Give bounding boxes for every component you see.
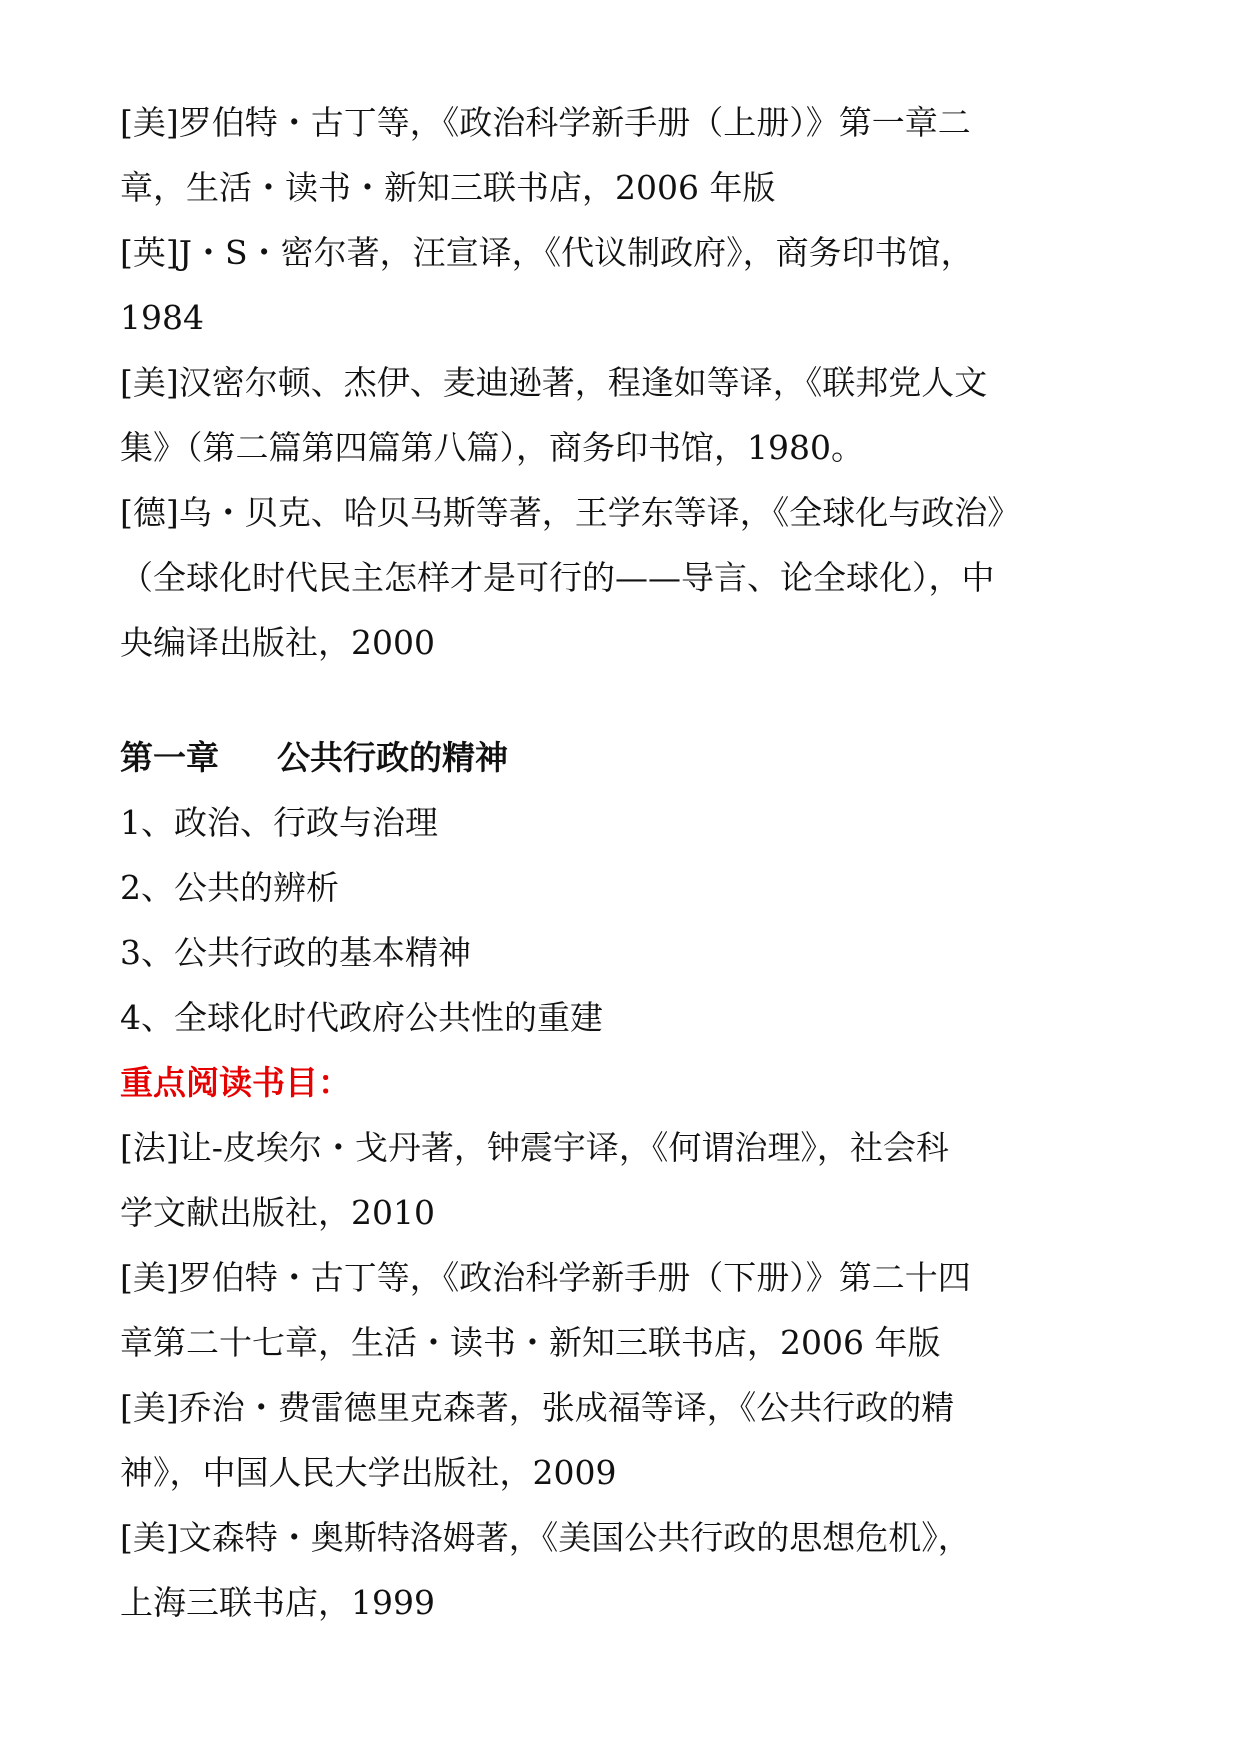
reference-entry [120, 1245, 1130, 1375]
reference-line: [德]乌・贝克、哈贝马斯等著，王学东等译，《全球化与政治》 [120, 493, 1021, 532]
reference-entry [120, 1505, 1130, 1635]
reference-entry [120, 480, 1130, 675]
section-item: 4、全球化时代政府公共性的重建 [120, 998, 603, 1037]
chapter-title: 公共行政的精神 [277, 738, 508, 777]
reference-entry [120, 1115, 1130, 1245]
reference-line: （全球化时代民主怎样才是可行的——导言、论全球化），中 [120, 558, 995, 597]
reference-line: 章第二十七章，生活・读书・新知三联书店，2006 年版 [120, 1323, 941, 1362]
reference-line: [法]让-皮埃尔・戈丹著，钟震宇译，《何谓治理》，社会科 [120, 1128, 949, 1167]
reading-list-heading: 重点阅读书目： [120, 1063, 351, 1102]
reference-line: 上海三联书店，1999 [120, 1583, 435, 1622]
section-list [120, 790, 1130, 1050]
section-item: 3、公共行政的基本精神 [120, 933, 471, 972]
reference-list-top [120, 90, 1130, 675]
reference-line: 央编译出版社，2000 [120, 623, 435, 662]
document-page [120, 90, 1130, 1635]
reference-list-bottom [120, 1115, 1130, 1635]
reference-line: [英]J・S・密尔著，汪宣译，《代议制政府》，商务印书馆， [120, 233, 974, 272]
chapter-heading [120, 725, 1130, 790]
reference-entry [120, 1375, 1130, 1505]
chapter-number: 第一章 [120, 738, 219, 777]
reference-line: [美]罗伯特・古丁等，《政治科学新手册（上册）》第一章二 [120, 103, 971, 142]
section-item: 1、政治、行政与治理 [120, 803, 438, 842]
section-item: 2、公共的辨析 [120, 868, 339, 907]
reference-line: [美]汉密尔顿、杰伊、麦迪逊著，程逢如等译，《联邦党人文 [120, 363, 988, 402]
reference-line: [美]罗伯特・古丁等，《政治科学新手册（下册）》第二十四 [120, 1258, 971, 1297]
reference-entry [120, 220, 1130, 350]
reference-line: 神》，中国人民大学出版社，2009 [120, 1453, 617, 1492]
reference-line: 集》（第二篇第四篇第八篇），商务印书馆，1980。 [120, 428, 864, 467]
reference-entry [120, 90, 1130, 220]
section-gap [120, 675, 1130, 725]
reference-line: 章，生活・读书・新知三联书店，2006 年版 [120, 168, 776, 207]
reference-line: [美]乔治・费雷德里克森著，张成福等译，《公共行政的精 [120, 1388, 955, 1427]
reference-line: 1984 [120, 298, 204, 337]
reference-entry [120, 350, 1130, 480]
reference-line: 学文献出版社，2010 [120, 1193, 435, 1232]
reference-line: [美]文森特・奥斯特洛姆著，《美国公共行政的思想危机》， [120, 1518, 971, 1557]
